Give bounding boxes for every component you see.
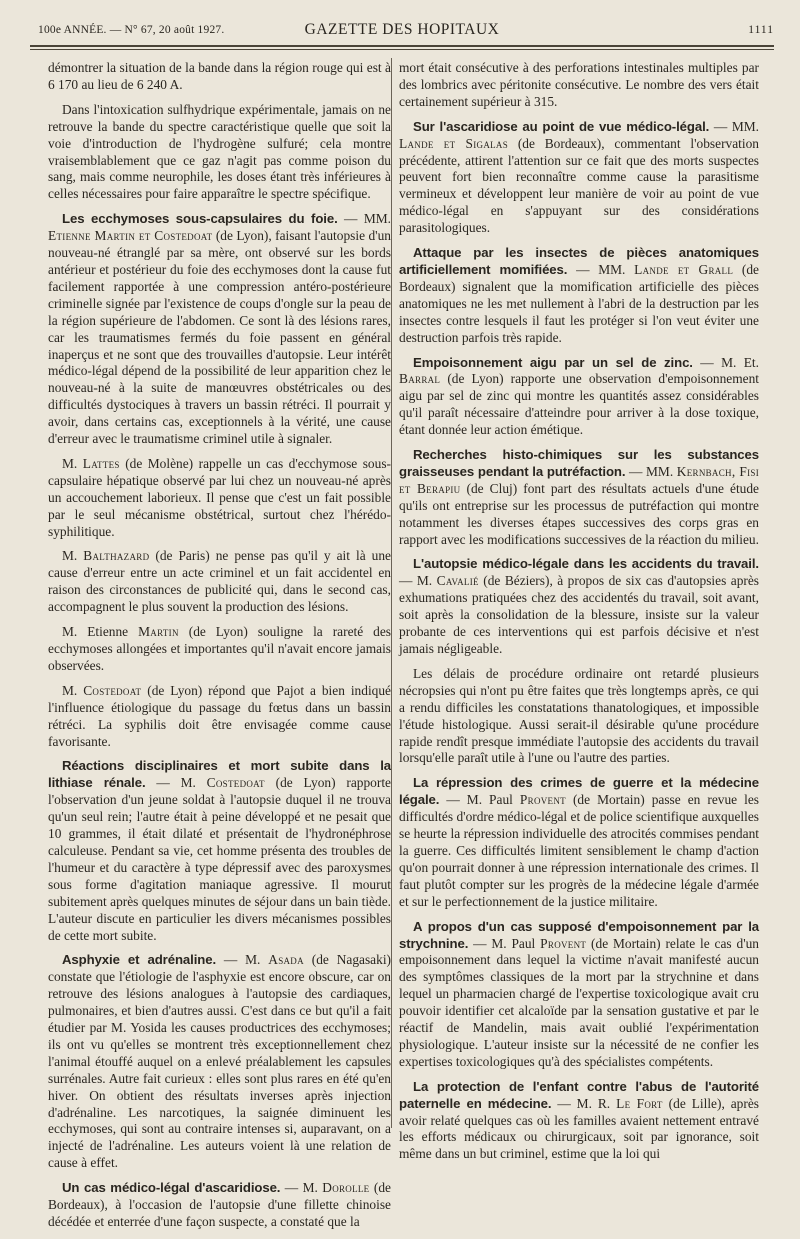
author-prefix: M. — [62, 548, 84, 564]
right-column — [399, 60, 759, 1171]
paragraph — [48, 683, 391, 751]
author-prefix: M. — [62, 682, 84, 698]
author-names: Lande et Sigalas — [399, 135, 509, 151]
paragraph — [399, 1079, 759, 1164]
paragraph — [48, 102, 391, 203]
author-names: Costedoat — [83, 682, 142, 698]
paragraph — [399, 119, 759, 237]
paragraph — [48, 60, 391, 94]
paragraph — [399, 447, 759, 548]
author-prefix: — M. R. — [551, 1095, 617, 1111]
section-heading: Les ecchymoses sous-capsulaires du foie. — [62, 211, 338, 227]
section-heading: A propos d'un cas supposé d'empoisonnement par la strychnine. — [399, 918, 759, 951]
paragraph-text: (de Paris) ne pense pas qu'il y ait là une cause d'erreur entre un acte criminel et un fait accidentel en raison des circonstances de publicité qui, dans le second cas, accompagnent le plus souvent la production des lésions. — [48, 548, 391, 615]
paragraph-text: (de Lyon), faisant l'autopsie d'un nouveau-né étranglé par sa mère, ont observé sur les bords antérieur et postérieur du foie des ecchymoses dont la cause fut facilement rapportée à une compression antéro-postérieure criminelle signée par l'existence de coups d'ongle sur la peau de la région supérieure de l'abdomen. Ce sont là des lésions rares, car les traumatismes fermés du foie passent en général inaperçus et ne sont que des trouvailles d'autopsie. Leur intérêt médico-légal dépend de la possibilité de leur apparition chez le nouveau-né à la suite de manœuvres obstétricales ou des difficultés dystociques à travers un bassin rétréci. Il pourrait y avoir, dans certains cas, exceptionnels à la vérité, une cause d'erreur avec le traumatisme criminel utile à signaler. — [48, 228, 391, 447]
paragraph-text: (de Mortain) passe en revue les difficultés d'ordre médico-légal et de police scientifique auxquelles se heurte la répression individuelle des atrocités commises pendant la guerre. Ces difficultés limitent sensiblement le champ d'action qu'on pourrait donner à une répression internationale des crimes. Il faut plutôt compter sur les progrès de la médecine légale d'armée et sur le perfectionnement de la justice militaire. — [399, 792, 759, 909]
left-column — [48, 60, 391, 1239]
paragraph-text: (de Molène) rappelle un cas d'ecchymose sous-capsulaire hépatique observé par lui chez un nouveau-né après un accouchement laborieux. Il pense que c'est un fait possible par le seul mécanisme obstétrical, surtout chez l'hérédo-syphilitique. — [48, 455, 391, 539]
author-prefix: — MM. — [567, 261, 635, 277]
paragraph-text: Les délais de procédure ordinaire ont retardé plusieurs nécropsies qui n'ont pu être faites que très longtemps après, ce qui a rendu difficiles les constatations thanatologiques, et impossible l'étude histologique. Aussi serait-il désirable qu'une procédure rapide rendît presque immédiate l'autopsie des accidents du travail lorsqu'elle paraît utile à l'une ou l'autre des parties. — [399, 665, 759, 766]
author-names: Kernbach, Fisi et Beraріu — [399, 463, 759, 496]
author-names: Barral — [399, 371, 441, 387]
paragraph — [399, 245, 759, 346]
author-prefix: — MM. — [709, 118, 759, 134]
section-heading: Sur l'ascaridiose au point de vue médico-légal. — [413, 118, 710, 134]
paragraph — [399, 919, 759, 1071]
paragraph-text: (de Mortain) relate le cas d'un empoisonnement dans lequel la victime n'avait manifesté aucun des symptômes classiques de la mort par la strychnine et dans lequel un pharmacien chargé de l'expertise toxicologique avait cru pouvoir identifier cet alcaloïde par la sensation gustative et par le réactif de Mandelin, mais avait oublié l'expérimentation physiologique. L'auteur insiste sur la nécessité de ne confier les expertises toxicologiques qu'à des spécialistes compétents. — [399, 935, 759, 1069]
author-prefix: — M. Et. — [692, 354, 759, 370]
paragraph-text: (de Bordeaux) signalent que la momification artificielle des pièces anatomiques ne les met nullement à l'abri de la destruction par les insectes contre lesquels il faut les protéger si l'on veut éviter une destruction parfois très rapide. — [399, 261, 759, 345]
paragraph — [48, 456, 391, 541]
author-names: Provent — [540, 935, 587, 951]
paragraph — [48, 624, 391, 675]
section-heading: La protection de l'enfant contre l'abus de l'autorité paternelle en médecine. — [399, 1078, 759, 1111]
author-prefix: M. — [62, 455, 83, 471]
author-names: Etienne Martin et Costedoat — [48, 228, 213, 244]
paragraph-text: (de Lyon) rapporte une observation d'empoisonnement aigu par sel de zinc qui montre les quantités assez considérables qu'il paraît nécessaire d'atteindre pour arriver à la dose toxique, étant donnée leur action émétique. — [399, 371, 759, 438]
paragraph — [48, 758, 391, 944]
column-divider — [391, 58, 392, 1128]
author-names: Balthazard — [83, 548, 150, 564]
paragraph — [48, 1180, 391, 1231]
running-header — [30, 20, 774, 42]
paragraph-text: démontrer la situation de la bande dans la région rouge qui est à 6 170 au lieu de 6 240 A. — [48, 60, 391, 92]
author-names: Lande et Grall — [634, 261, 734, 277]
paragraph-text: Dans l'intoxication sulfhydrique expérimentale, jamais on ne retrouve la bande du spectre caractéristique quelle que soit la voie d'introduction de l'hydrogène sulfuré; cela montre vraisemblablement que ce gaz n'agit pas comme poison du sang, mais comme neurophile, les doses étant très inférieures à celles nécessaires pour faire apparaître le spectre spécifique. — [48, 101, 391, 202]
author-prefix: — M. — [216, 952, 269, 968]
author-prefix: — M. — [280, 1180, 323, 1196]
paragraph-text: (de Béziers), à propos de six cas d'autopsies après exhumations pratiquées chez des accidentés du travail, soit avant, soit après la consolidation de la blessure, insiste sur la valeur probante de ces interventions qui est parfois décisive et n'est jamais négligeable. — [399, 573, 760, 656]
paragraph — [399, 355, 759, 440]
author-prefix: — M. Paul — [439, 792, 520, 808]
paragraph — [48, 211, 391, 448]
author-prefix: — MM. — [625, 463, 677, 479]
paragraph-text: (de Bordeaux), commentant l'observation précédente, attirent l'attention sur ce fait que des morts suspectes peuvent fort bien reconnaître comme cause la parasitisme vermineux et développent leur manière de voir au point de vue médico-légal en s'appuyant sur des considérations parasitologiques. — [399, 135, 759, 236]
paragraph-text: (de Cluj) font part des résultats actuels d'une étude qu'ils ont entreprise sur les processus de putréfaction qui montre notamment les diverses étapes successives des corps gras en rapport avec les modifications successives de la réaction du milieu. — [399, 480, 760, 547]
paragraph-text: (de Lyon) souligne la rareté des ecchymoses allongées et importantes qu'il n'avait encore jamais observées. — [48, 624, 391, 673]
author-names: Cavalié — [436, 573, 479, 589]
author-prefix: — M. — [145, 775, 207, 791]
section-heading: L'autopsie médico-légale dans les accidents du travail. — [413, 556, 759, 572]
author-prefix: — MM. — [337, 211, 391, 227]
paragraph — [399, 775, 759, 910]
section-heading: Empoisonnement aigu par un sel de zinc. — [413, 354, 693, 370]
paragraph-text: (de Lyon) rapporte l'observation d'un jeune soldat à l'autopsie duquel il ne trouva qu'un seul rein; l'autre était à peine développé et ne pesait que 10 grammes, il était dilaté et présentait de l'hydronéphrose calculeuse. Pendant sa vie, cet homme présenta des troubles de l'humeur et du caractère à type dépressif avec des paroxysmes sous forme d'agitation maniaque agressive. Il mourut subitement après quelques minutes de séjour dans un bain tiède. L'auteur discute en particulier les divers mécanismes possibles de cette mort subite. — [48, 775, 391, 943]
paragraph — [399, 666, 759, 767]
author-names: Provent — [519, 792, 566, 808]
paragraph — [48, 952, 391, 1172]
paragraph-text: (de Lille), après avoir relaté quelques cas où les familles avaient nettement entravé les efforts médicaux ou chirurgicaux, soit par ignorance, soit même dans un but criminel, estime que la loi qui — [399, 1095, 759, 1162]
paragraph — [399, 60, 759, 111]
section-heading: La répression des crimes de guerre et la médecine légale. — [399, 775, 759, 808]
author-names: Asada — [268, 952, 304, 968]
section-heading: Réactions disciplinaires et mort subite dans la lithiase rénale. — [48, 758, 391, 791]
header-rule-thin — [30, 49, 774, 50]
author-names: Le Fort — [616, 1095, 663, 1111]
section-heading: Recherches histo-chimiques sur les substances graisseuses pendant la putréfaction. — [399, 447, 759, 479]
paragraph — [399, 556, 759, 657]
paragraph-text: (de Lyon) répond que Pajot a bien indiqué l'influence étiologique du passage du fœtus dans un bassin rétréci. La syphilis doit être envisagée comme cause favorisante. — [48, 682, 391, 749]
author-names: Costedoat — [206, 775, 265, 791]
author-prefix: — M. — [399, 573, 437, 589]
author-names: Dorolle — [322, 1180, 370, 1196]
author-names: Lattes — [82, 455, 120, 471]
page-number: 1111 — [748, 24, 774, 36]
section-heading: Attaque par les insectes de pièces anatomiques artificiellement momifiées. — [399, 245, 759, 277]
author-prefix: — M. Paul — [468, 935, 541, 951]
header-rule-thick — [30, 45, 774, 47]
author-names: Martin — [138, 624, 179, 640]
author-prefix: M. Etienne — [62, 624, 139, 640]
paragraph-text: mort était consécutive à des perforations intestinales multiples par des lombrics avec péritonite consécutive. Le nombre des vers était certainement supérieur à 315. — [399, 60, 759, 109]
section-heading: Un cas médico-légal d'ascaridiose. — [62, 1180, 281, 1196]
journal-title: GAZETTE DES HOPITAUX — [304, 21, 500, 38]
paragraph-text: (de Bordeaux), à l'occasion de l'autopsie d'une fillette chinoise décédée et enterrée d'une façon suspecte, a constaté que la — [48, 1180, 391, 1229]
section-heading: Asphyxie et adrénaline. — [62, 952, 217, 968]
issue-info: 100e ANNÉE. — N° 67, 20 août 1927. — [38, 24, 225, 36]
paragraph — [48, 548, 391, 616]
paragraph-text: (de Nagasaki) constate que l'étiologie de l'asphyxie est encore obscure, car on retrouve des lésions analogues à l'autopsie des cardiaques, pulmonaires, et bien d'autres aussi. C'est dans ce but qu'il a fait étudier par M. Yosida les causes productrices des ecchymoses; ils ont vu qu'elles se montrent très exceptionnellement chez l'animal étouffé auquel on a enlevé préalablement les capsules surrénales. Autre fait curieux : elles sont plus rares en été qu'en hiver. On obtient des résultats inverses après injection d'adrénaline. Les narcotiques, la saignée diminuent les ecchymoses, qui sont au contraire intenses si, auparavant, on a injecté de l'adrénaline. Les auteurs voient là une relation de cause à effet. — [48, 952, 391, 1171]
